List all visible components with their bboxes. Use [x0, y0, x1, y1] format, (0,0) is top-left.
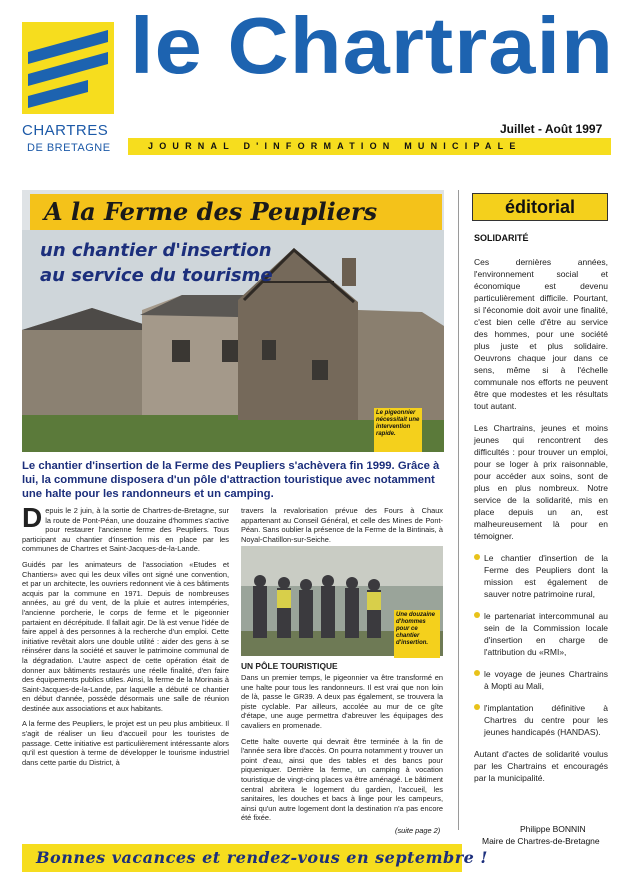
- footer-banner: [22, 844, 488, 872]
- bullet-icon: [474, 612, 480, 618]
- signature-title: Maire de Chartres-de-Bretagne: [482, 836, 600, 846]
- section-heading: UN PÔLE TOURISTIQUE: [241, 661, 338, 672]
- subheadline: [40, 238, 300, 288]
- paragraph: Guidés par les animateurs de l'association «Etudes et Chantiers» avec qui les deux villes ont signé une convention, et par un architecte, les ouvriers redonnent vie à ces bâtiments acquis par la commune en 1971. Depuis de nombreuses années, au gré du vent, de la pluie et autres intempéries, l'ancienne porcherie, le corps de ferme et le pigeonnier partaient en décrépitude. Il fallait agir. De là est venue l'idée de faire appel à des personnes à la recherche d'un emploi. Cette initiative revêtait alors une double utilité : aider des gens à se réinsérer dans la société et sauver le patrimoine communal de la dégradation. L'autre aspect de cette opération était de donner aux bâtiments restaurés une réelle finalité, d'en faire des équipements publics utiles. Ainsi, la ferme de la Morinais à Saint-Jacques-de-la-Lande, par laquelle a débuté ce chantier en début d'année, possède désormais une salle de réunion destinée aux associations et aux habitants.: [22, 559, 229, 713]
- paragraph: travers la revalorisation prévue des Fours à Chaux appartenant au Conseil Général, et celle des Mines de Pont-Péan. Sans oublier la présence de la Ferme de la Bintinais, à Noyal-Chatillon-sur-Seiche.: [241, 506, 443, 544]
- bullet-icon: [474, 704, 480, 710]
- bullet-icon: [474, 670, 480, 676]
- column-divider: [458, 190, 459, 830]
- article-column-1: [22, 502, 229, 773]
- subhead-line2: au service du tourisme: [40, 265, 273, 286]
- list-item: [474, 702, 608, 738]
- editorial-subheading: SOLIDARITÉ: [474, 233, 529, 243]
- paragraph-text: epuis le 2 juin, à la sortie de Chartres-de-Bretagne, sur la route de Pont-Péan, une douzaine d'hommes s'active pour restaurer l'ancienne ferme des Peupliers. Tous participant au chantier d'insertion mis en place par les communes de Chartres et Saint-Jacques-de-la-Lande.: [22, 506, 229, 554]
- photo2-caption: Une douzaine d'hommes pour ce chantier d'insertion.: [394, 610, 440, 658]
- town-name-line2: DE BRETAGNE: [27, 142, 111, 154]
- list-item: [474, 610, 608, 658]
- subhead-line1: un chantier d'insertion: [40, 240, 272, 261]
- editorial-body: [474, 256, 608, 794]
- list-item: [474, 552, 608, 600]
- paragraph: Dans un premier temps, le pigeonnier va être transformé en une halte pour tous les randonneurs. Il est vrai que non loin de là, passe le GR39. A deux pas également, se trouvera la piste cyclable. Par ailleurs, accolée au mur de ce gîte d'étape, une auge permettra d'abreuver les équipages des cavaliers en promenade.: [241, 672, 443, 730]
- paragraph: [22, 502, 229, 554]
- newspaper-title: le Chartrain: [130, 1, 614, 90]
- paragraph: Les Chartrains, jeunes et moins jeunes qui rencontrent des difficultés : pour trouver un emploi, pour se loger à prix raisonnable, pour accéder aux soins, sont de plus en plus nombreux. Notre service de la solidarité, mis en place depuis un an, est malheureusement là pour en témoigner.: [474, 423, 608, 541]
- issue-date: Juillet - Août 1997: [500, 122, 603, 136]
- paragraph: Ces dernières années, l'environnement social et économique est devenu particulièrement difficile. Pourtant, si l'économie doit avoir une finalité, c'est bien celle d'être au service des hommes, pour une société plus juste et plus solidaire. Oeuvrons chaque jour dans ce sens, même si à l'échelle communale nos efforts ne peuvent être que modestes et les résultats tout autant.: [474, 257, 608, 411]
- paragraph: A la ferme des Peupliers, le projet est un peu plus ambitieux. Il s'agit de réaliser un lieu d'accueil pour les touristes de passage. Cette initiative est particulièrement intéressante alors qu'il est question à terme de développer le tourisme industriel dans cette partie du District, à: [22, 719, 229, 767]
- list-item-text: le voyage de jeunes Chartrains à Mopti au Mali,: [484, 669, 608, 691]
- list-item: [474, 668, 608, 692]
- tagline: JOURNAL D'INFORMATION MUNICIPALE: [148, 141, 522, 151]
- photo1-caption: Le pigeonnier nécessitait une intervention rapide.: [374, 408, 422, 452]
- town-logo-icon: [22, 22, 114, 114]
- list-item-text: l'implantation définitive à Chartres du centre pour les jeunes handicapés (HANDAS).: [484, 703, 608, 737]
- bullet-icon: [474, 554, 480, 560]
- signature-name: Philippe BONNIN: [520, 824, 586, 834]
- paragraph: Autant d'actes de solidarité voulus par les Chartrains et encouragés par la municipalité.: [474, 749, 608, 783]
- editorial-heading-box: [472, 193, 608, 221]
- list-item-text: le partenariat intercommunal au sein de la Commission locale d'insertion en charge de l'attribution du «RMI»,: [484, 611, 608, 657]
- editorial-heading: éditorial: [504, 197, 575, 217]
- drop-cap: D: [22, 502, 43, 533]
- footer-text: Bonnes vacances et rendez-vous en septembre !: [36, 848, 488, 867]
- paragraph: Cette halte ouverte qui devrait être terminée à la fin de l'année sera libre d'accès. On pourra notamment y trouver un point d'eau, ainsi que des tables et des bancs pour piqueniquer. Derrière la ferme, un camping à vocation touristique de vingt-cinq places va être aménagé. Le bâtiment central abritera le logement du gardien, l'accueil, les sanitaires, les douches et bacs à linge pour les campeurs, ainsi qu'un autre logement dont la destination n'a pas encore été fixée.: [241, 736, 443, 823]
- tagline-band: [128, 138, 611, 155]
- editorial-list: [474, 552, 608, 738]
- headline-banner: [30, 194, 442, 230]
- continued-note: (suite page 2): [395, 826, 441, 835]
- headline: A la Ferme des Peupliers: [44, 197, 378, 226]
- list-item-text: Le chantier d'insertion de la Ferme des Peupliers dont la mission est également de sauver notre patrimoine rural,: [484, 553, 608, 599]
- article-lead: Le chantier d'insertion de la Ferme des Peupliers s'achèvera fin 1999. Grâce à lui, la commune disposera d'un pôle d'attraction touristique avec notamment une halte pour les randonneurs et un camping.: [22, 460, 440, 500]
- town-name-line1: CHARTRES: [22, 122, 109, 139]
